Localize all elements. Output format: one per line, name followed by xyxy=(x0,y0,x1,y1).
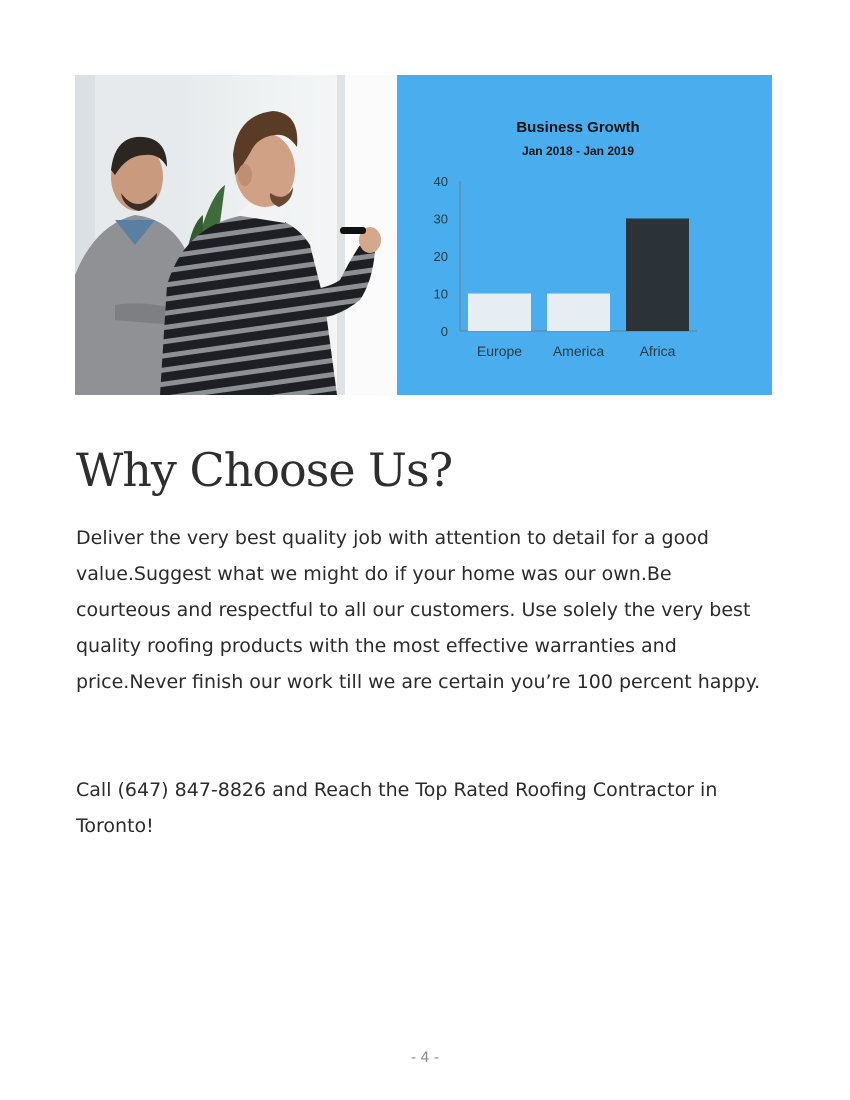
chart-subtitle: Jan 2018 - Jan 2019 xyxy=(521,144,635,158)
hero-banner xyxy=(75,75,772,395)
x-tick-labels xyxy=(477,343,676,359)
bar-europe xyxy=(468,294,531,332)
chart-title: Business Growth xyxy=(516,119,640,136)
chart-bars xyxy=(468,219,689,332)
page-heading: Why Choose Us? xyxy=(76,443,453,497)
page-number: - 4 - xyxy=(411,1050,439,1066)
office-photo xyxy=(75,75,397,395)
y-tick-label: 20 xyxy=(433,249,448,264)
bar-chart xyxy=(397,75,772,395)
x-tick-label: Europe xyxy=(476,343,523,359)
intro-paragraph: Deliver the very best quality job with attention to detail for a good value.Suggest what we might do if your home was our own.Be courteous and respectful to all our customers. Use solely the very best quality roofing products with the most effective warranties and price.Never finish our work till we are certain you’re 100 percent happy. xyxy=(76,527,761,693)
bar-america xyxy=(547,294,610,332)
y-tick-label: 10 xyxy=(433,286,448,302)
y-tick-label: 0 xyxy=(440,324,448,339)
call-to-action-text: Call (647) 847-8826 and Reach the Top Rated Roofing Contractor in Toronto! xyxy=(76,779,718,837)
bar-africa xyxy=(626,219,689,332)
y-tick-labels xyxy=(434,174,448,339)
two-men-at-whiteboard-illustration xyxy=(75,75,397,395)
x-tick-label: America xyxy=(552,343,605,359)
y-tick-label: 30 xyxy=(433,211,448,227)
x-tick-label: Africa xyxy=(639,343,676,359)
business-growth-chart xyxy=(397,75,772,395)
y-tick-label: 40 xyxy=(433,174,448,189)
